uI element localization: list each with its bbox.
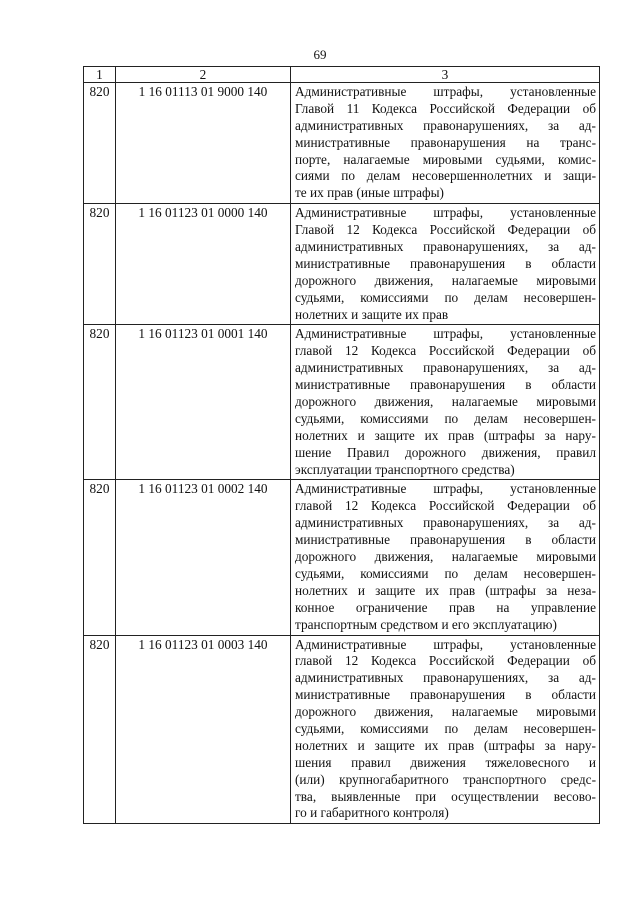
description-line: шения правил движения тяжеловесного и [295,754,596,770]
description-line: нолетних и защите их прав [295,306,449,322]
budget-code-cell: 1 16 01123 01 0002 140 [116,480,291,635]
description-line: главой 12 Кодекса Российской Федерации об [295,653,596,669]
description-line: конное ограничение прав на управление [295,599,596,615]
description-line: шение Правил дорожного движения, правил [295,444,596,460]
table-row [84,325,600,480]
table-row [84,83,600,204]
description-line: министративные правонарушения в области [295,377,596,393]
column-header-1: 1 [84,67,116,83]
description-line: эксплуатации транспортного средства) [295,461,515,477]
description-line: Главой 12 Кодекса Российской Федерации об [295,222,596,238]
description-line: административных правонарушениях, за ад- [295,670,596,686]
description-line: Административные штрафы, установленные [295,636,596,652]
description-line: министративные правонарушения в области [295,255,596,271]
admin-code-cell: 820 [84,83,116,204]
description-line: судьями, комиссиями по делам несовершен- [295,565,596,581]
description-line: судьями, комиссиями по делам несовершен- [295,289,596,305]
admin-code-cell: 820 [84,204,116,325]
description-line: главой 12 Кодекса Российской Федерации об [295,498,596,514]
description-line: те их прав (иные штрафы) [295,185,444,201]
description-line: министративные правонарушения в области [295,532,596,548]
description-line: административных правонарушениях, за ад- [295,360,596,376]
description-line: административных правонарушениях, за ад- [295,239,596,255]
description-line: транспортным средством и его эксплуатацию) [295,616,557,632]
budget-code-cell: 1 16 01123 01 0000 140 [116,204,291,325]
description-line: Главой 11 Кодекса Российской Федерации об [295,100,596,116]
admin-code-cell: 820 [84,635,116,824]
description-line: министративные правонарушения в области [295,687,596,703]
description-line: нолетних и защите их прав (штрафы за нару- [295,737,596,753]
column-header-3: 3 [291,67,600,83]
description-line: Административные штрафы, установленные [295,326,596,342]
description-line: административных правонарушениях, за ад- [295,515,596,531]
table-row [84,480,600,635]
description-line: тва, выявленные при осуществлении весово- [295,788,596,804]
description-line: нолетних и защите их прав (штрафы за нару- [295,427,596,443]
description-line: министративные правонарушения на транс- [295,134,596,150]
budget-code-cell: 1 16 01123 01 0001 140 [116,325,291,480]
column-header-2: 2 [116,67,291,83]
description-cell [291,635,600,824]
table-header-row [84,67,600,83]
description-line: дорожного движения, налагаемые мировыми [295,549,596,565]
description-cell [291,480,600,635]
budget-code-cell: 1 16 01113 01 9000 140 [116,83,291,204]
admin-code-cell: 820 [84,480,116,635]
description-line: дорожного движения, налагаемые мировыми [295,394,596,410]
description-line: дорожного движения, налагаемые мировыми [295,704,596,720]
description-line: административных правонарушениях, за ад- [295,117,596,133]
description-cell [291,83,600,204]
page-number: 69 [313,47,327,62]
description-line: Административные штрафы, установленные [295,205,596,221]
budget-code-cell: 1 16 01123 01 0003 140 [116,635,291,824]
description-line: главой 12 Кодекса Российской Федерации об [295,343,596,359]
budget-classification-table [83,66,600,824]
description-line: Административные штрафы, установленные [295,84,596,99]
description-line: судьями, комиссиями по делам несовершен- [295,720,596,736]
description-line: сиями по делам несовершеннолетних и защи- [295,168,596,184]
description-cell [291,325,600,480]
description-line: го и габаритного контроля) [295,805,449,821]
description-line: судьями, комиссиями по делам несовершен- [295,410,596,426]
description-line: нолетних и защите их прав (штрафы за неза- [295,582,596,598]
description-line: дорожного движения, налагаемые мировыми [295,272,596,288]
admin-code-cell: 820 [84,325,116,480]
table-row [84,204,600,325]
description-line: порте, налагаемые мировыми судьями, комис- [295,151,596,167]
description-line: (или) крупногабаритного транспортного средс- [295,771,596,787]
description-cell [291,204,600,325]
table-row [84,635,600,824]
description-line: Административные штрафы, установленные [295,481,596,497]
